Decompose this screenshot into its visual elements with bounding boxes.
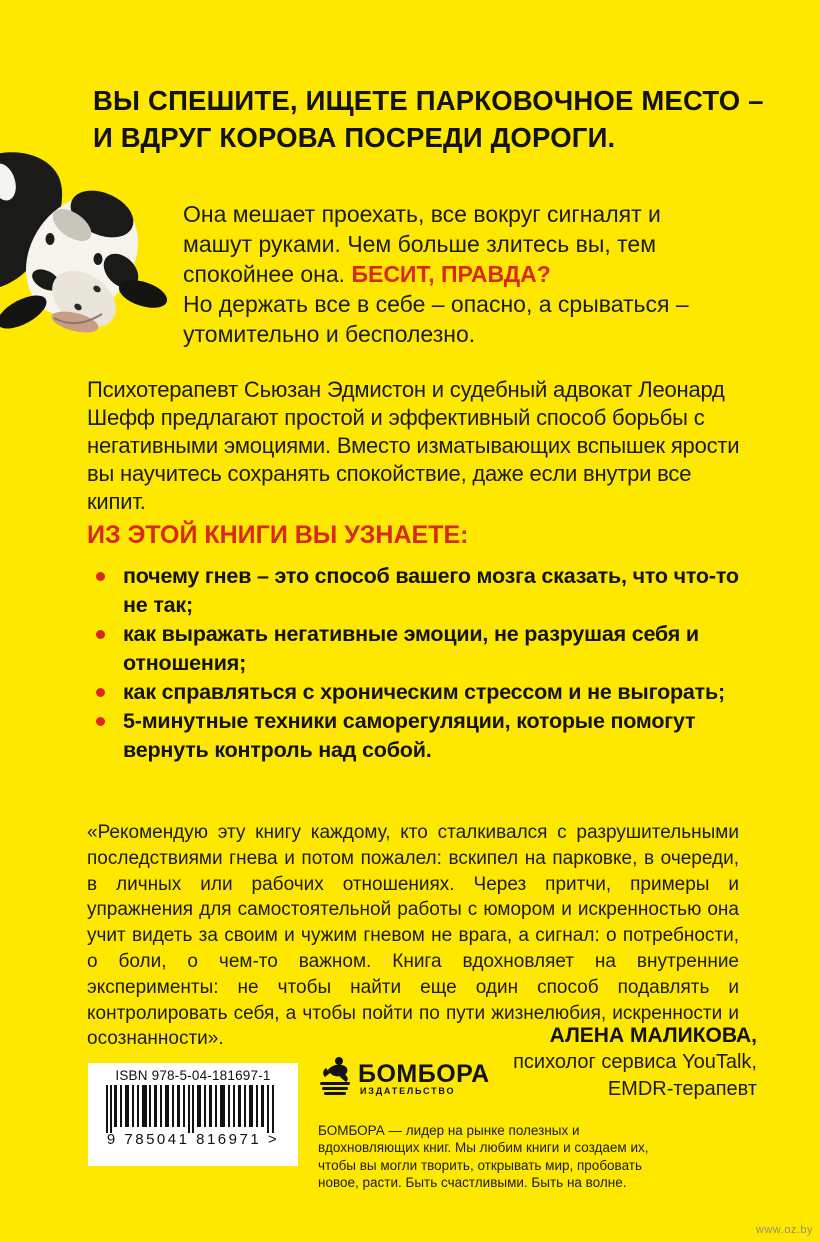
- isbn-number: ISBN 978-5-04-181697-1: [115, 1068, 271, 1083]
- diver-over-waves-icon: [318, 1056, 354, 1098]
- headline-line1: ВЫ СПЕШИТЕ, ИЩЕТЕ ПАРКОВОЧНОЕ МЕСТО –: [93, 85, 764, 116]
- learn-bullet-list: [87, 562, 742, 765]
- intro-text-after: Но держать все в себе – опасно, а срываться – утомительно и бесполезно.: [183, 291, 689, 347]
- learn-section-heading: ИЗ ЭТОЙ КНИГИ ВЫ УЗНАЕТЕ:: [87, 521, 469, 549]
- review-quote: «Рекомендую эту книгу каждому, кто сталкивался с разрушительными последствиями гнева и потом пожалел: вскипел на парковке, в очереди, в личных или рабочих отношениях. Через притчи, примеры и упражнения для самостоятельной работы с юмором и искренностью она учит видеть за своим и чужим гневом не врага, а сигнал: о потребности, о боли, о чем-то важном. Книга вдохновляет на внутренние эксперименты: не чтобы найти еще один способ подавлять и контролировать себя, а чтобы пойти по пути жизнелюбия, искренности и осознанности».: [87, 822, 739, 1050]
- intro-highlight: БЕСИТ, ПРАВДА?: [351, 261, 551, 287]
- isbn-barcode: [88, 1063, 298, 1166]
- intro-text-before: Она мешает проехать, все вокруг сигналят и машут руками. Чем больше злитесь вы, тем спокойнее она.: [183, 201, 661, 287]
- reviewer-name: АЛЕНА МАЛИКОВА,: [549, 1024, 757, 1047]
- reviewer-role-1: психолог сервиса YouTalk,: [513, 1051, 757, 1073]
- bullet-item: 5-минутные техники саморегуляции, которые помогут вернуть контроль над собой.: [87, 707, 742, 765]
- reviewer-role-2: EMDR-терапевт: [607, 1078, 757, 1100]
- barcode-digits: 9 785041 816971 >: [106, 1131, 280, 1148]
- barcode-bars-icon: [104, 1085, 282, 1133]
- intro-paragraph: [183, 199, 728, 349]
- headline: [93, 82, 764, 156]
- headline-line2: И ВДРУГ КОРОВА ПОСРЕДИ ДОРОГИ.: [93, 122, 616, 153]
- watermark-text: www.oz.by: [755, 1224, 813, 1236]
- publisher-description: БОМБОРА — лидер на рынке полезных и вдохновляющих книг. Мы любим книги и создаем их, чтобы вы могли творить, открывать мир, пробовать новое, расти. Быть счастливыми. Быть на волне.: [318, 1122, 649, 1190]
- bullet-item: почему гнев – это способ вашего мозга сказать, что что-то не так;: [87, 562, 742, 620]
- reviewer-block: [513, 1022, 757, 1103]
- bullet-item: как выражать негативные эмоции, не разрушая себя и отношения;: [87, 620, 742, 678]
- authors-paragraph: Психотерапевт Сьюзан Эдмистон и судебный адвокат Леонард Шефф предлагают простой и эффективный способ борьбы с негативными эмоциями. Вместо изматывающих вспышек ярости вы научитесь сохранять спокойствие, даже если внутри все кипит.: [87, 377, 740, 514]
- cow-head-photo: [0, 152, 168, 354]
- publisher-logo-subtitle: ИЗДАТЕЛЬСТВО: [360, 1086, 456, 1096]
- bullet-item: как справляться с хроническим стрессом и не выгорать;: [87, 678, 742, 707]
- publisher-logo-name: БОМБОРА: [358, 1060, 490, 1088]
